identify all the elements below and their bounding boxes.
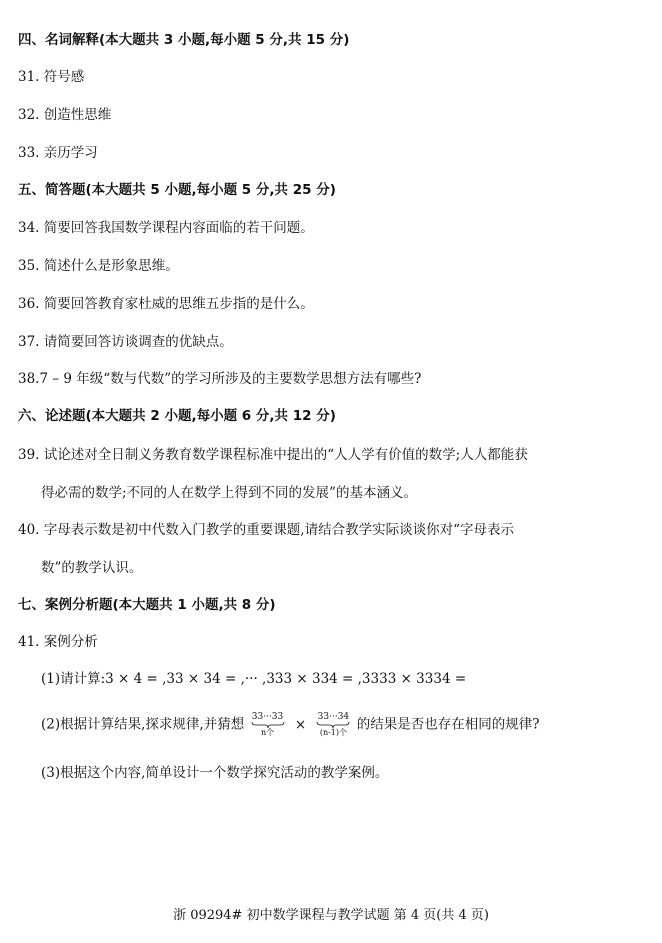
question-36	[18, 294, 314, 314]
question-number: 40.	[18, 522, 40, 538]
part-2-tail-text: 的结果是否也存在相同的规律?	[356, 716, 540, 733]
section-4-header: 四、名词解释(本大题共 3 小题,每小题 5 分,共 15 分)	[18, 32, 350, 48]
question-text: 7 – 9 年级“数与代数”的学习所涉及的主要数学思想方法有哪些?	[39, 371, 422, 387]
question-text: 试论述对全日制义务教育数学课程标准中提出的“人人学有价值的数学;人人都能获	[43, 447, 528, 463]
question-text: 案例分析	[43, 634, 98, 650]
question-number: 36.	[18, 296, 40, 312]
brace-count-label: n个	[260, 728, 275, 737]
underbrace-n-threes	[251, 712, 285, 737]
question-text: 亲历学习	[43, 145, 98, 161]
brace-top-number: 33···34	[317, 712, 350, 722]
question-number: 32.	[18, 107, 40, 123]
question-text: 请简要回答访谈调查的优缺点。	[43, 334, 233, 350]
question-39-line-1	[18, 445, 528, 465]
brace-top-number: 33···33	[251, 712, 284, 722]
question-37	[18, 332, 233, 352]
section-7-header: 七、案例分析题(本大题共 1 小题,共 8 分)	[18, 597, 276, 613]
question-number: 38.	[18, 371, 40, 387]
part-2-lead-text: (2)根据计算结果,探求规律,并猜想	[41, 716, 245, 733]
brace-count-label: (n-1)个	[319, 728, 348, 737]
question-40-line-1	[18, 520, 514, 540]
underbrace-n-minus-1-threes	[316, 712, 350, 737]
question-text: 简要回答我国数学课程内容面临的若干问题。	[43, 220, 314, 236]
question-text: 简要回答教育家杜威的思维五步指的是什么。	[43, 296, 314, 312]
question-number: 33.	[18, 145, 40, 161]
question-text: 简述什么是形象思维。	[43, 258, 179, 274]
question-number: 35.	[18, 258, 40, 274]
question-34	[18, 218, 314, 238]
question-39-line-2: 得必需的数学;不同的人在数学上得到不同的发展”的基本涵义。	[41, 485, 417, 501]
question-41-part-3: (3)根据这个内容,简单设计一个数学探究活动的教学案例。	[41, 765, 389, 781]
question-40-line-2: 数”的教学认识。	[41, 560, 143, 576]
question-41	[18, 632, 98, 652]
question-number: 34.	[18, 220, 40, 236]
question-38	[18, 369, 421, 389]
question-number: 31.	[18, 69, 40, 85]
question-number: 39.	[18, 447, 40, 463]
question-number: 41.	[18, 634, 40, 650]
page-footer: 浙 09294# 初中数学课程与教学试题 第 4 页(共 4 页)	[173, 908, 489, 923]
question-41-part-1: (1)请计算:3 × 4 = ,33 × 34 = ,··· ,333 × 334 = ,3333 × 3334 =	[41, 671, 467, 687]
times-sign: ×	[294, 716, 307, 733]
question-text: 创造性思维	[43, 107, 112, 123]
question-32	[18, 105, 111, 125]
question-text: 符号感	[43, 69, 85, 85]
question-text: 字母表示数是初中代数入门教学的重要课题,请结合教学实际谈谈你对“字母表示	[43, 522, 514, 538]
question-31	[18, 67, 84, 87]
section-5-header: 五、简答题(本大题共 5 小题,每小题 5 分,共 25 分)	[18, 182, 336, 198]
section-6-header: 六、论述题(本大题共 2 小题,每小题 6 分,共 12 分)	[18, 408, 336, 424]
question-41-part-2	[41, 706, 539, 742]
question-number: 37.	[18, 334, 40, 350]
question-35	[18, 256, 179, 276]
question-33	[18, 143, 98, 163]
